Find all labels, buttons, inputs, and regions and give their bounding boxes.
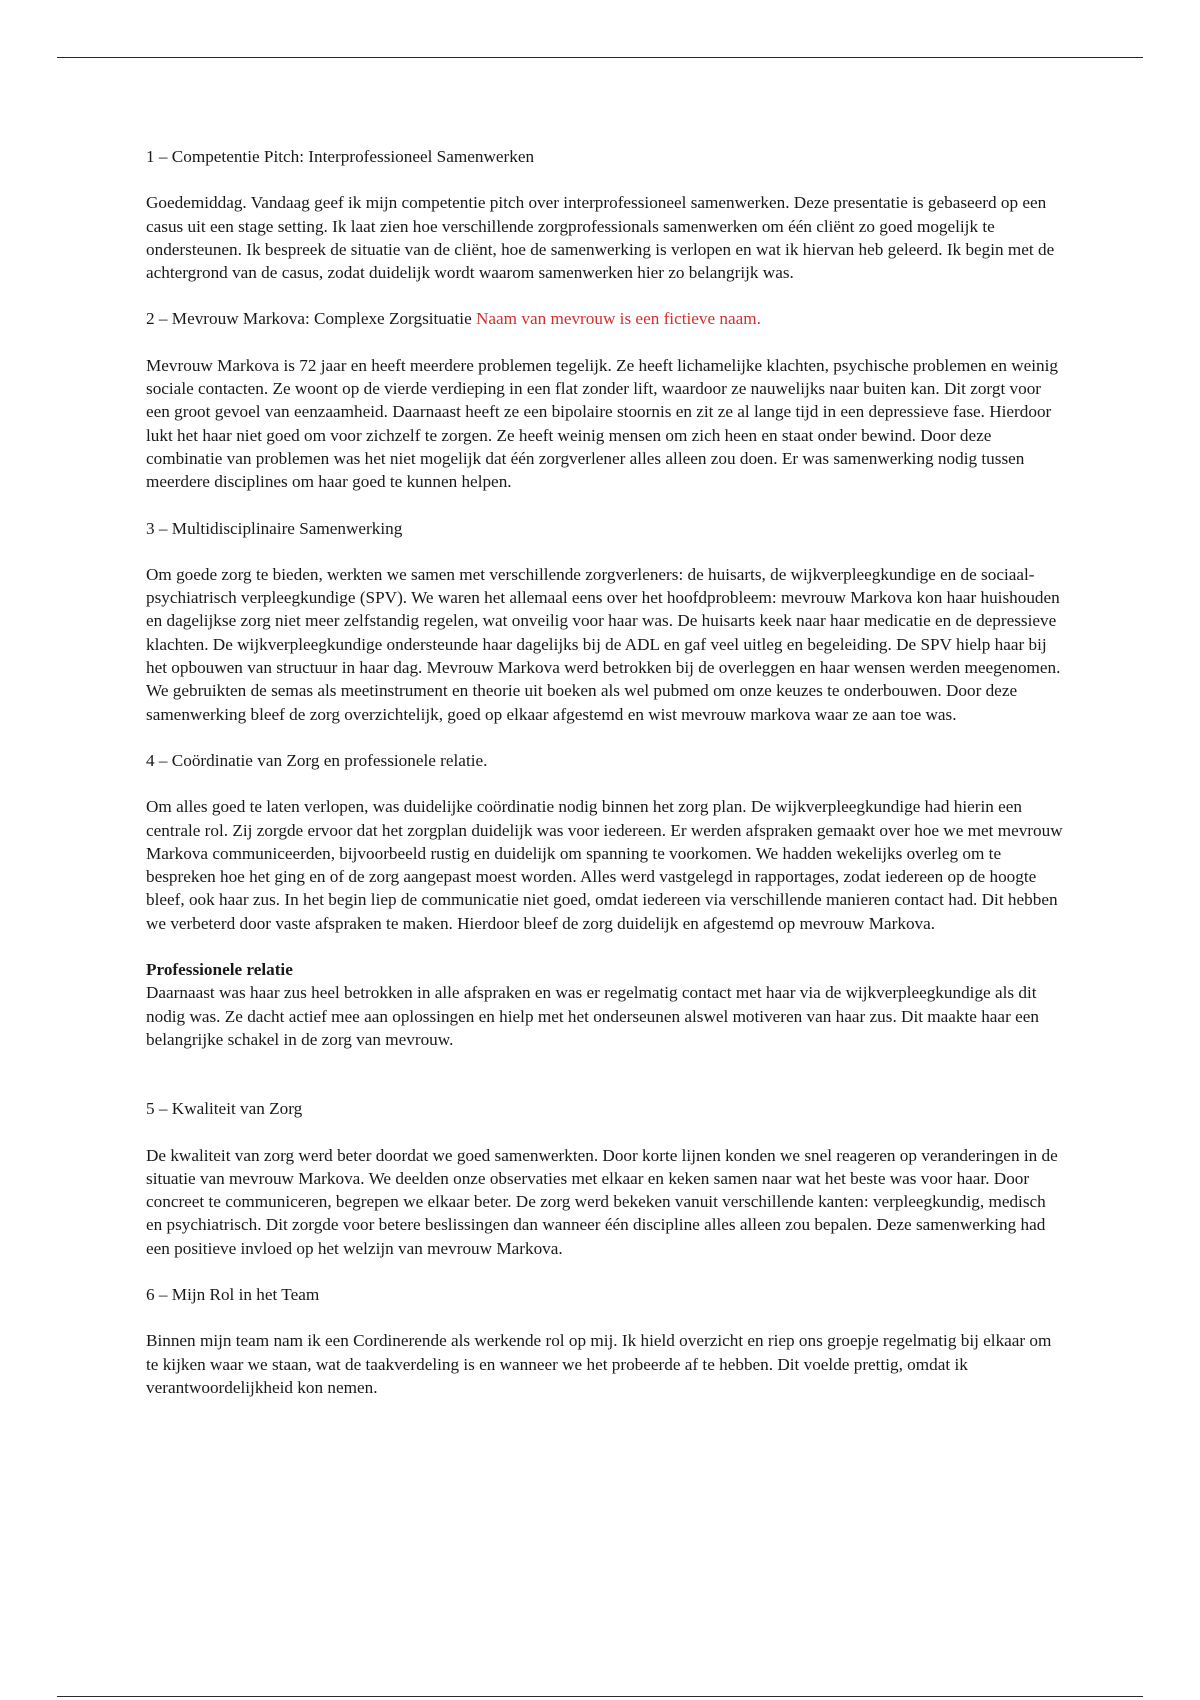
- section-2-heading-text: 2 – Mevrouw Markova: Complexe Zorgsituatie: [146, 309, 472, 329]
- bottom-rule: [57, 1696, 1143, 1697]
- fictitious-name-note: Naam van mevrouw is een fictieve naam.: [476, 309, 761, 329]
- section-6-body: Binnen mijn team nam ik een Cordinerende als werkende rol op mij. Ik hield overzicht en riep ons groepje regelmatig bij elkaar om te kijken waar we staan, wat de taakverdeling is en wanneer we het probeerde af te hebben. Dit voelde prettig, omdat ik verantwoordelijkheid kon nemen.: [146, 1331, 1052, 1397]
- section-5-body: De kwaliteit van zorg werd beter doordat we goed samenwerkten. Door korte lijnen konden we snel reageren op veranderingen in de situatie van mevrouw Markova. We deelden onze observaties met elkaar en keken samen naar wat het beste was voor haar. Door concreet te communiceren, begrepen we elkaar beter. De zorg werd bekeken vanuit verschillende kanten: verpleegkundig, medisch en psychiatrisch. Dit zorgde voor betere beslissingen dan wanneer één discipline alles alleen zou bepalen. Deze samenwerking had een positieve invloed op het welzijn van mevrouw Markova.: [146, 1145, 1058, 1258]
- section-4-body: Om alles goed te laten verlopen, was duidelijke coördinatie nodig binnen het zorg plan. De wijkverpleegkundige had hierin een centrale rol. Zij zorgde ervoor dat het zorgplan duidelijk was voor iedereen. Er werden afspraken gemaakt over hoe we met mevrouw Markova communiceerden, bijvoorbeeld rustig en duidelijk om spanning te voorkomen. We hadden wekelijks overleg om te bespreken hoe het ging en of de zorg aangepast moest worden. Alles werd vastgelegd in rapportages, zodat iedereen op de hoogte bleef, ook haar zus. In het begin liep de communicatie niet goed, omdat iedereen via verschillende manieren contact had. Dit hebben we verbeterd door vaste afspraken te maken. Hierdoor bleef de zorg duidelijk en afgestemd op mevrouw Markova.: [146, 797, 1063, 933]
- professional-relation-body: Daarnaast was haar zus heel betrokken in alle afspraken en was er regelmatig contact met haar via de wijkverpleegkundige als dit nodig was. Ze dacht actief mee aan oplossingen en hielp met het onderseunen alswel motiveren van haar zus. Dit maakte haar een belangrijke schakel in de zorg van mevrouw.: [146, 983, 1039, 1049]
- section-5-heading: 5 – Kwaliteit van Zorg: [146, 1099, 303, 1119]
- section-2-body: Mevrouw Markova is 72 jaar en heeft meerdere problemen tegelijk. Ze heeft lichamelijke klachten, psychische problemen en weinig sociale contacten. Ze woont op de vierde verdieping in een flat zonder lift, waardoor ze nauwelijks naar buiten kan. Dit zorgt voor een groot gevoel van eenzaamheid. Daarnaast heeft ze een bipolaire stoornis en zit ze al lange tijd in een depressieve fase. Hierdoor lukt het haar niet goed om voor zichzelf te zorgen. Ze heeft weinig mensen om zich heen en staat onder bewind. Door deze combinatie van problemen was het niet mogelijk dat één zorgverlener alles alleen zou doen. Er was samenwerking nodig tussen meerdere disciplines om haar goed te kunnen helpen.: [146, 355, 1059, 492]
- section-3-body: Om goede zorg te bieden, werkten we samen met verschillende zorgverleners: de huisarts, de wijkverpleegkundige en de sociaal-psychiatrisch verpleegkundige (SPV). We waren het allemaal eens over het hoofdprobleem: mevrouw Markova kon haar huishouden en dagelijkse zorg niet meer zelfstandig regelen, wat onveilig voor haar was. De huisarts keek naar haar medicatie en de depressieve klachten. De wijkverpleegkundige ondersteunde haar dagelijks bij de ADL en gaf veel uitleg en begeleiding. De SPV hielp haar bij het opbouwen van structuur in haar dag. Mevrouw Markova werd betrokken bij de overleggen en haar wensen werden meegenomen. We gebruikten de semas als meetinstrument en theorie uit boeken als wel pubmed om onze keuzes te onderbouwen. Door deze samenwerking bleef de zorg overzichtelijk, goed op elkaar afgestemd en wist mevrouw markova waar ze aan toe was.: [146, 564, 1061, 724]
- document-body: [146, 145, 1066, 1422]
- section-4-heading: 4 – Coördinatie van Zorg en professionele relatie.: [146, 750, 488, 770]
- top-rule: [57, 57, 1143, 58]
- section-1-heading: 1 – Competentie Pitch: Interprofessioneel Samenwerken: [146, 147, 535, 166]
- professional-relation-heading: Professionele relatie: [146, 960, 293, 980]
- section-6-heading: 6 – Mijn Rol in het Team: [146, 1284, 320, 1304]
- section-1-body: Goedemiddag. Vandaag geef ik mijn competentie pitch over interprofessioneel samenwerken. Deze presentatie is gebaseerd op een casus uit een stage setting. Ik laat zien hoe verschillende zorgprofessionals samenwerken om één cliënt zo goed mogelijk te ondersteunen. Ik bespreek de situatie van de cliënt, hoe de samenwerking is verlopen en wat ik hiervan heb geleerd. Ik begin met de achtergrond van de casus, zodat duidelijk wordt waarom samenwerken hier zo belangrijk was.: [146, 193, 1055, 283]
- section-3-heading: 3 – Multidisciplinaire Samenwerking: [146, 518, 403, 538]
- section-2-heading: [146, 307, 1066, 330]
